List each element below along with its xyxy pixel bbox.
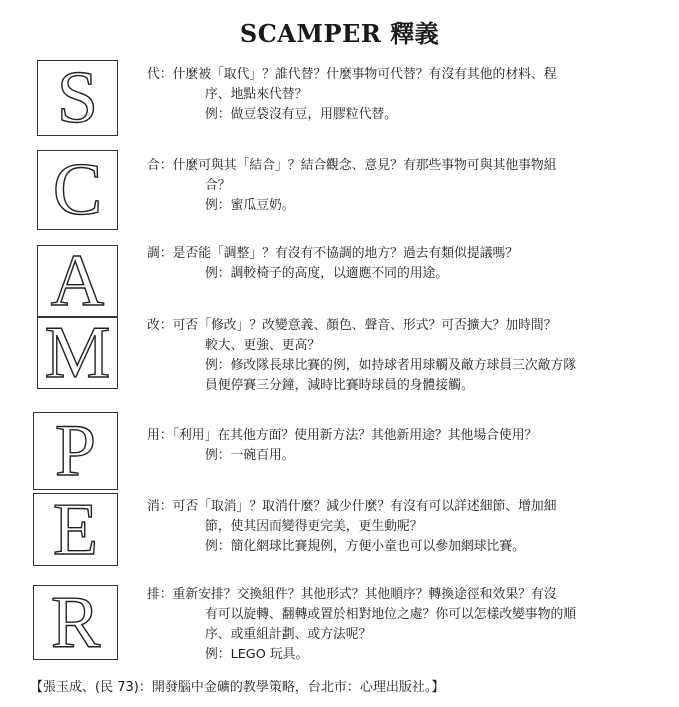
entry-example: 例：修改隊長球比賽的例，如持球者用球觸及敵方球員三次敵方隊 (205, 358, 577, 373)
letter-box-r: R (33, 585, 118, 660)
entry-example: 例：調較椅子的高度，以適應不同的用途。 (205, 266, 449, 281)
letter-box-c: C (37, 150, 118, 230)
entry-line: 合？ (205, 178, 231, 193)
entry-line: 較大、更強、更高？ (205, 338, 321, 353)
entry-line: 改：可否「修改」？改變意義、顏色、聲音、形式？可否擴大？加時間？ (147, 318, 557, 333)
entry-line: 有可以旋轉、翻轉或置於相對地位之處？你可以怎樣改變事物的順 (205, 607, 577, 622)
entry-combine (147, 156, 657, 216)
entry-substitute (147, 65, 657, 125)
entry-line: 序、地點來代替？ (205, 87, 308, 102)
entry-example-cont: 員便停賽三分鐘，減時比賽時球員的身體接觸。 (205, 378, 474, 393)
entry-put-to-other-use (147, 426, 657, 466)
letter-box-m: M (37, 317, 118, 389)
entry-line: 用：「利用」在其他方面？使用新方法？其他新用途？其他場合使用？ (147, 428, 538, 443)
entry-line: 合：什麼可與其「結合」？結合觀念、意見？有那些事物可與其他事物組 (147, 158, 557, 173)
entry-line: 消：可否「取消」？取消什麼？減少什麼？有沒有可以詳述細節、增加細 (147, 499, 557, 514)
entry-line: 排：重新安排？交換組件？其他形式？其他順序？轉換途徑和效果？有沒 (147, 587, 557, 602)
entry-example: 例：一碗百用。 (205, 448, 295, 463)
citation: 【張玉成、(民 73)：開發腦中金礦的教學策略，台北市：心理出版社。】 (30, 680, 445, 695)
entry-modify (147, 316, 657, 396)
entry-example: 例：簡化網球比賽規例，方便小童也可以參加網球比賽。 (205, 539, 525, 554)
entry-eliminate (147, 497, 657, 557)
page-title: SCAMPER 釋義 (239, 19, 440, 48)
letter-box-a: A (37, 245, 118, 317)
entry-adapt (147, 244, 657, 284)
entry-line: 節，使其因而變得更完美，更生動呢？ (205, 519, 423, 534)
entry-example: 例：蜜瓜豆奶。 (205, 198, 295, 213)
entry-line: 調：是否能「調整」？有沒有不協調的地方？過去有類似提議嗎？ (147, 246, 519, 261)
letter-box-p: P (33, 412, 118, 490)
entry-rearrange (147, 585, 657, 665)
entry-example: 例：做豆袋沒有豆，用膠粒代替。 (205, 107, 397, 122)
entry-example: 例：LEGO 玩具。 (205, 647, 309, 662)
entry-line: 序、或重組計劃、或方法呢？ (205, 627, 372, 642)
letter-box-s: S (37, 60, 118, 136)
letter-box-e: E (33, 493, 118, 566)
entry-line: 代：什麼被「取代」？誰代替？什麼事物可代替？有沒有其他的材料、程 (147, 67, 557, 82)
